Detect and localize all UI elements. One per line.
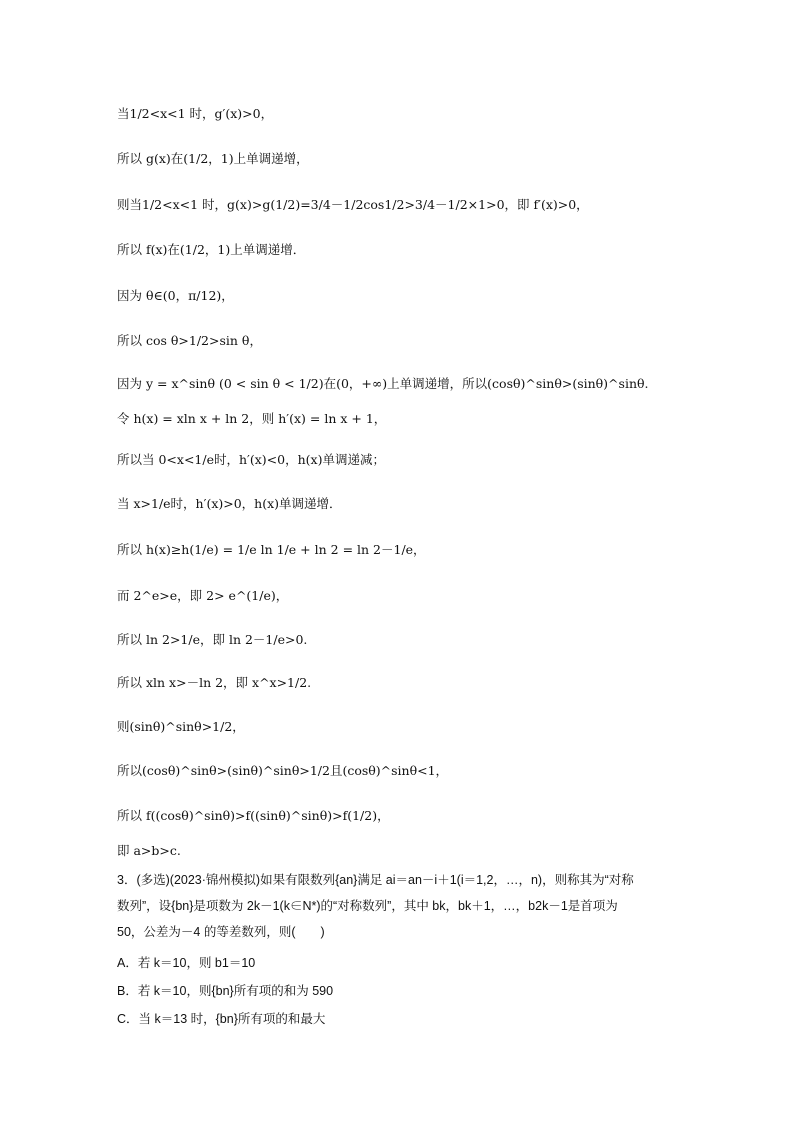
solution-line-17: 所以 f((cosθ)^sinθ)>f((sinθ)^sinθ)>f(1/2)，	[117, 808, 390, 823]
solution-line-13: 所以 ln 2>1/e，即 ln 2－1/e>0.	[117, 632, 308, 647]
solution-line-8: 令 h(x) = xln x + ln 2，则 h′(x) = ln x + 1，	[117, 411, 387, 426]
question-stem-line-3: 50，公差为－4 的等差数列，则( )	[117, 925, 325, 939]
option-c: C．当 k＝13 时，{bn}所有项的和最大	[117, 1012, 326, 1026]
question-stem-line-1: 3．(多选)(2023·锦州模拟)如果有限数列{an}满足 ai＝an－i＋1(i＝1,2，…，n)，则称其为“对称	[117, 873, 634, 887]
solution-line-5: 因为 θ∈(0，π/12)，	[117, 288, 234, 303]
option-a: A．若 k＝10，则 b1＝10	[117, 956, 256, 970]
solution-line-10: 当 x>1/e时，h′(x)>0，h(x)单调递增．	[117, 496, 342, 511]
solution-line-14: 所以 xln x>－ln 2，即 x^x>1/2.	[117, 675, 312, 690]
solution-line-18: 即 a>b>c.	[117, 843, 181, 858]
solution-line-15: 则(sinθ)^sinθ>1/2，	[117, 719, 245, 734]
solution-line-16: 所以(cosθ)^sinθ>(sinθ)^sinθ>1/2且(cosθ)^sinθ<1，	[117, 763, 449, 778]
solution-line-12: 而 2^e>e，即 2> e^(1/e)，	[117, 588, 289, 603]
question-stem-line-2: 数列”，设{bn}是项数为 2k－1(k∈N*)的“对称数列”，其中 bk，bk＋1，…，b2k－1是首项为	[117, 899, 618, 913]
solution-line-6: 所以 cos θ>1/2>sin θ，	[117, 333, 262, 348]
solution-line-3: 则当1/2<x<1 时，g(x)>g(1/2)=3/4－1/2cos1/2>3/4－1/2×1>0，即 f′(x)>0，	[117, 197, 589, 212]
solution-line-7: 因为 y = x^sinθ (0 < sin θ < 1/2)在(0，+∞)上单调递增，所以(cosθ)^sinθ>(sinθ)^sinθ.	[117, 376, 649, 391]
solution-line-2: 所以 g(x)在(1/2，1)上单调递增，	[117, 151, 309, 166]
option-b: B．若 k＝10，则{bn}所有项的和为 590	[117, 984, 334, 998]
solution-line-11: 所以 h(x)≥h(1/e) = 1/e ln 1/e + ln 2 = ln 2－1/e，	[117, 542, 426, 557]
solution-line-9: 所以当 0<x<1/e时，h′(x)<0，h(x)单调递减；	[117, 452, 385, 467]
solution-line-1: 当1/2<x<1 时，g′(x)>0，	[117, 106, 274, 121]
solution-line-4: 所以 f(x)在(1/2，1)上单调递增．	[117, 242, 306, 257]
